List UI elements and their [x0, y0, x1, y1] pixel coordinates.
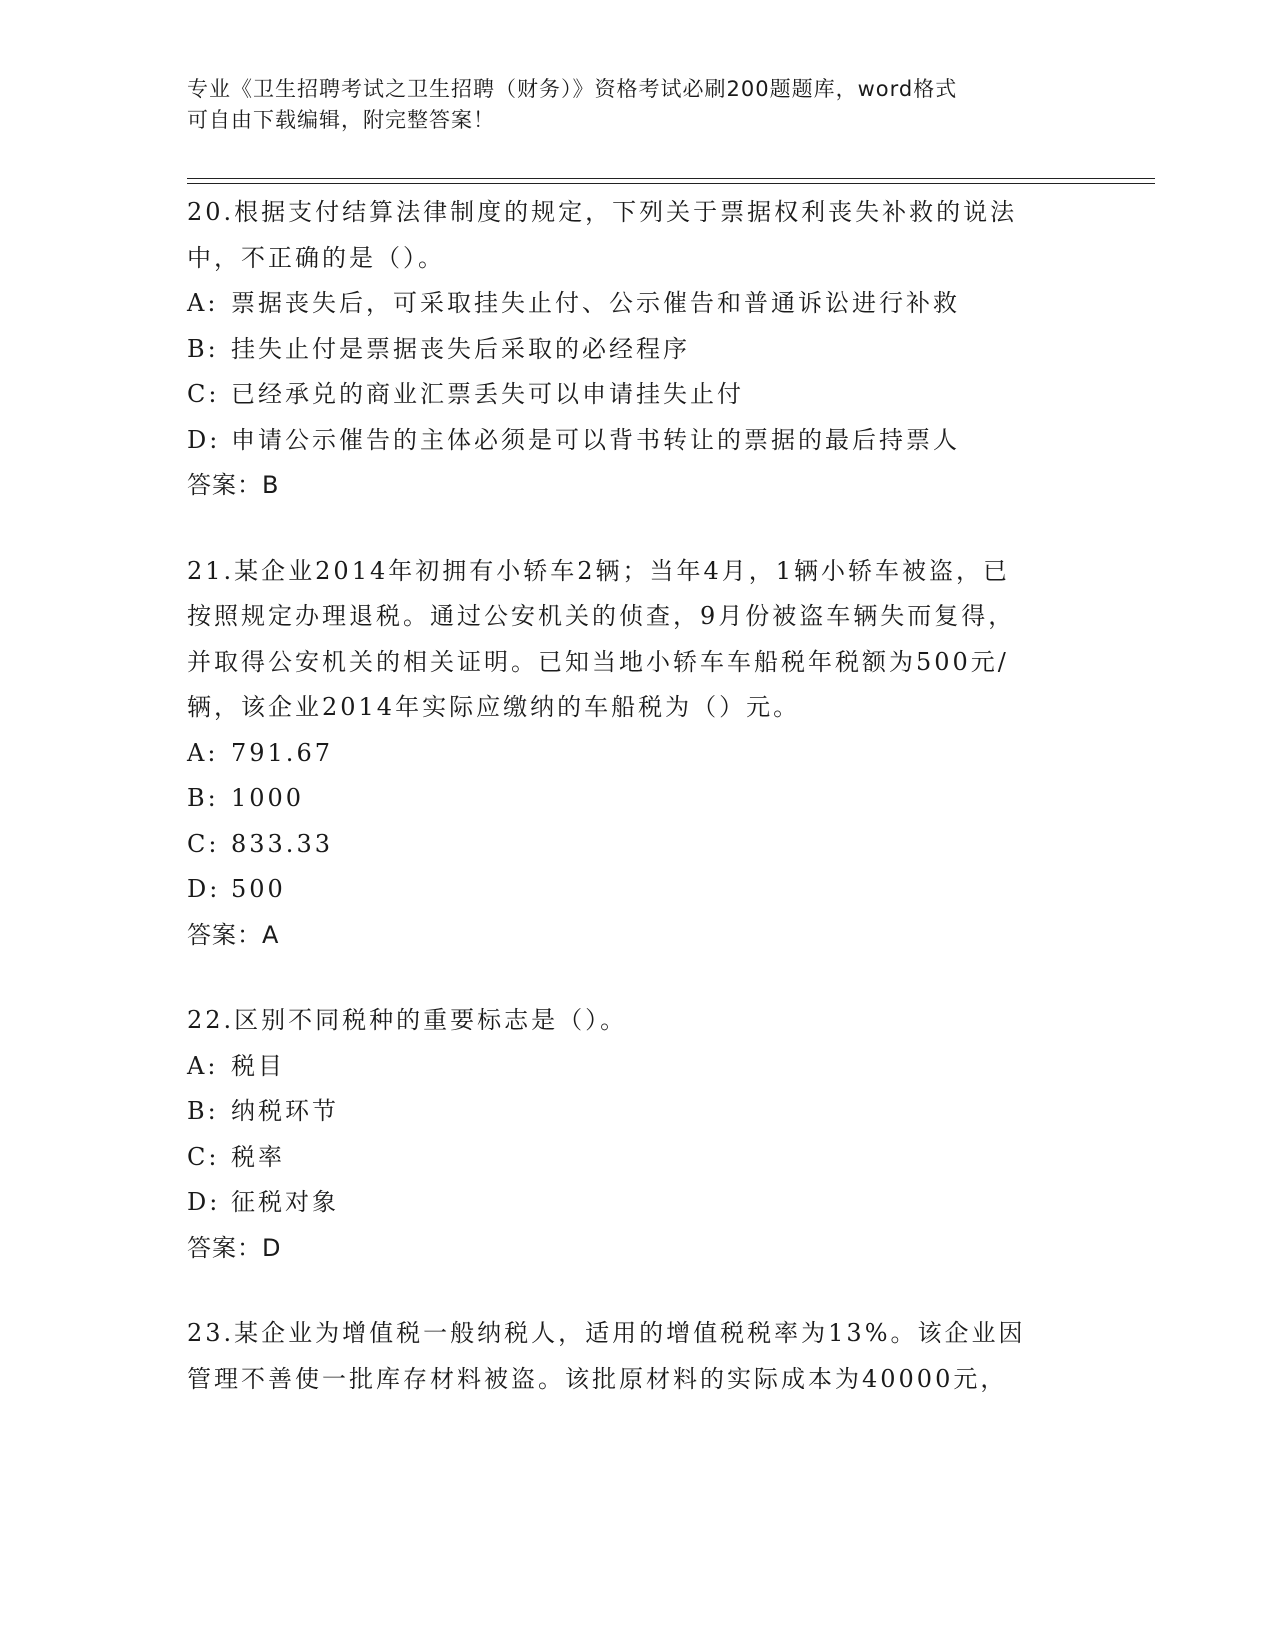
option-text: 791.67: [231, 738, 333, 767]
header-title-line-1: 专业《卫生招聘考试之卫生招聘（财务）》资格考试必刷200题题库，word格式: [187, 77, 958, 101]
option-c: [187, 822, 1087, 868]
question-list: [187, 190, 1087, 1442]
option-c: [187, 1135, 1087, 1181]
option-letter: D:: [187, 425, 221, 454]
option-letter: C:: [187, 829, 220, 858]
option-c: [187, 372, 1087, 418]
question-stem-line: 21.某企业2014年初拥有小轿车2辆；当年4月，1辆小轿车被盗，已: [187, 556, 1011, 585]
option-d: [187, 1180, 1087, 1226]
header-divider-bottom: [187, 183, 1155, 184]
option-letter: A:: [187, 1051, 219, 1080]
question-stem-line: 并取得公安机关的相关证明。已知当地小轿车车船税年税额为500元/: [187, 647, 1009, 676]
header-divider-top: [187, 178, 1155, 179]
option-text: 500: [231, 875, 286, 903]
question-20: [187, 190, 1087, 509]
option-a: [187, 1044, 1087, 1090]
option-letter: D:: [187, 1188, 221, 1216]
option-text: 申请公示催告的主体必须是可以背书转让的票据的最后持票人: [231, 425, 960, 454]
question-stem-line: 20.根据支付结算法律制度的规定，下列关于票据权利丧失补救的说法: [187, 198, 1018, 226]
question-23: [187, 1311, 1087, 1402]
option-b: [187, 327, 1087, 373]
document-header: [187, 74, 1087, 136]
answer-line: 答案：B: [187, 471, 280, 499]
answer-line: 答案：A: [187, 920, 280, 949]
option-text: 征税对象: [231, 1188, 339, 1216]
question-stem-line: 中，不正确的是（）。: [187, 243, 445, 272]
option-d: [187, 418, 1087, 464]
question-stem-line: 22.区别不同税种的重要标志是（）。: [187, 1006, 628, 1034]
option-text: 挂失止付是票据丧失后采取的必经程序: [231, 334, 690, 363]
option-letter: B:: [187, 334, 219, 363]
option-text: 已经承兑的商业汇票丢失可以申请挂失止付: [231, 380, 744, 408]
question-22: [187, 998, 1087, 1271]
option-text: 纳税环节: [231, 1097, 339, 1125]
option-letter: A:: [187, 738, 219, 767]
question-stem-line: 按照规定办理退税。通过公安机关的侦查，9月份被盗车辆失而复得，: [187, 602, 1016, 630]
option-letter: D:: [187, 875, 221, 903]
option-b: [187, 1089, 1087, 1135]
option-text: 税目: [231, 1051, 285, 1080]
option-letter: B:: [187, 784, 219, 812]
option-letter: A:: [187, 289, 219, 317]
option-text: 1000: [231, 784, 305, 812]
question-stem-line: 23.某企业为增值税一般纳税人，适用的增值税税率为13%。该企业因: [187, 1319, 1026, 1347]
option-text: 税率: [231, 1142, 285, 1171]
question-stem-line: 管理不善使一批库存材料被盗。该批原材料的实际成本为40000元，: [187, 1364, 1008, 1393]
header-title-line-2: 可自由下载编辑，附完整答案！: [187, 108, 495, 132]
question-stem-line: 辆，该企业2014年实际应缴纳的车船税为（）元。: [187, 693, 801, 721]
option-a: [187, 731, 1087, 777]
option-letter: B:: [187, 1097, 219, 1125]
option-letter: C:: [187, 380, 220, 408]
option-text: 833.33: [231, 829, 333, 858]
option-text: 票据丧失后，可采取挂失止付、公示催告和普通诉讼进行补救: [231, 289, 960, 317]
option-letter: C:: [187, 1142, 220, 1171]
option-a: [187, 281, 1087, 327]
option-d: [187, 867, 1087, 913]
question-21: [187, 549, 1087, 959]
option-b: [187, 776, 1087, 822]
answer-line: 答案：D: [187, 1233, 282, 1262]
